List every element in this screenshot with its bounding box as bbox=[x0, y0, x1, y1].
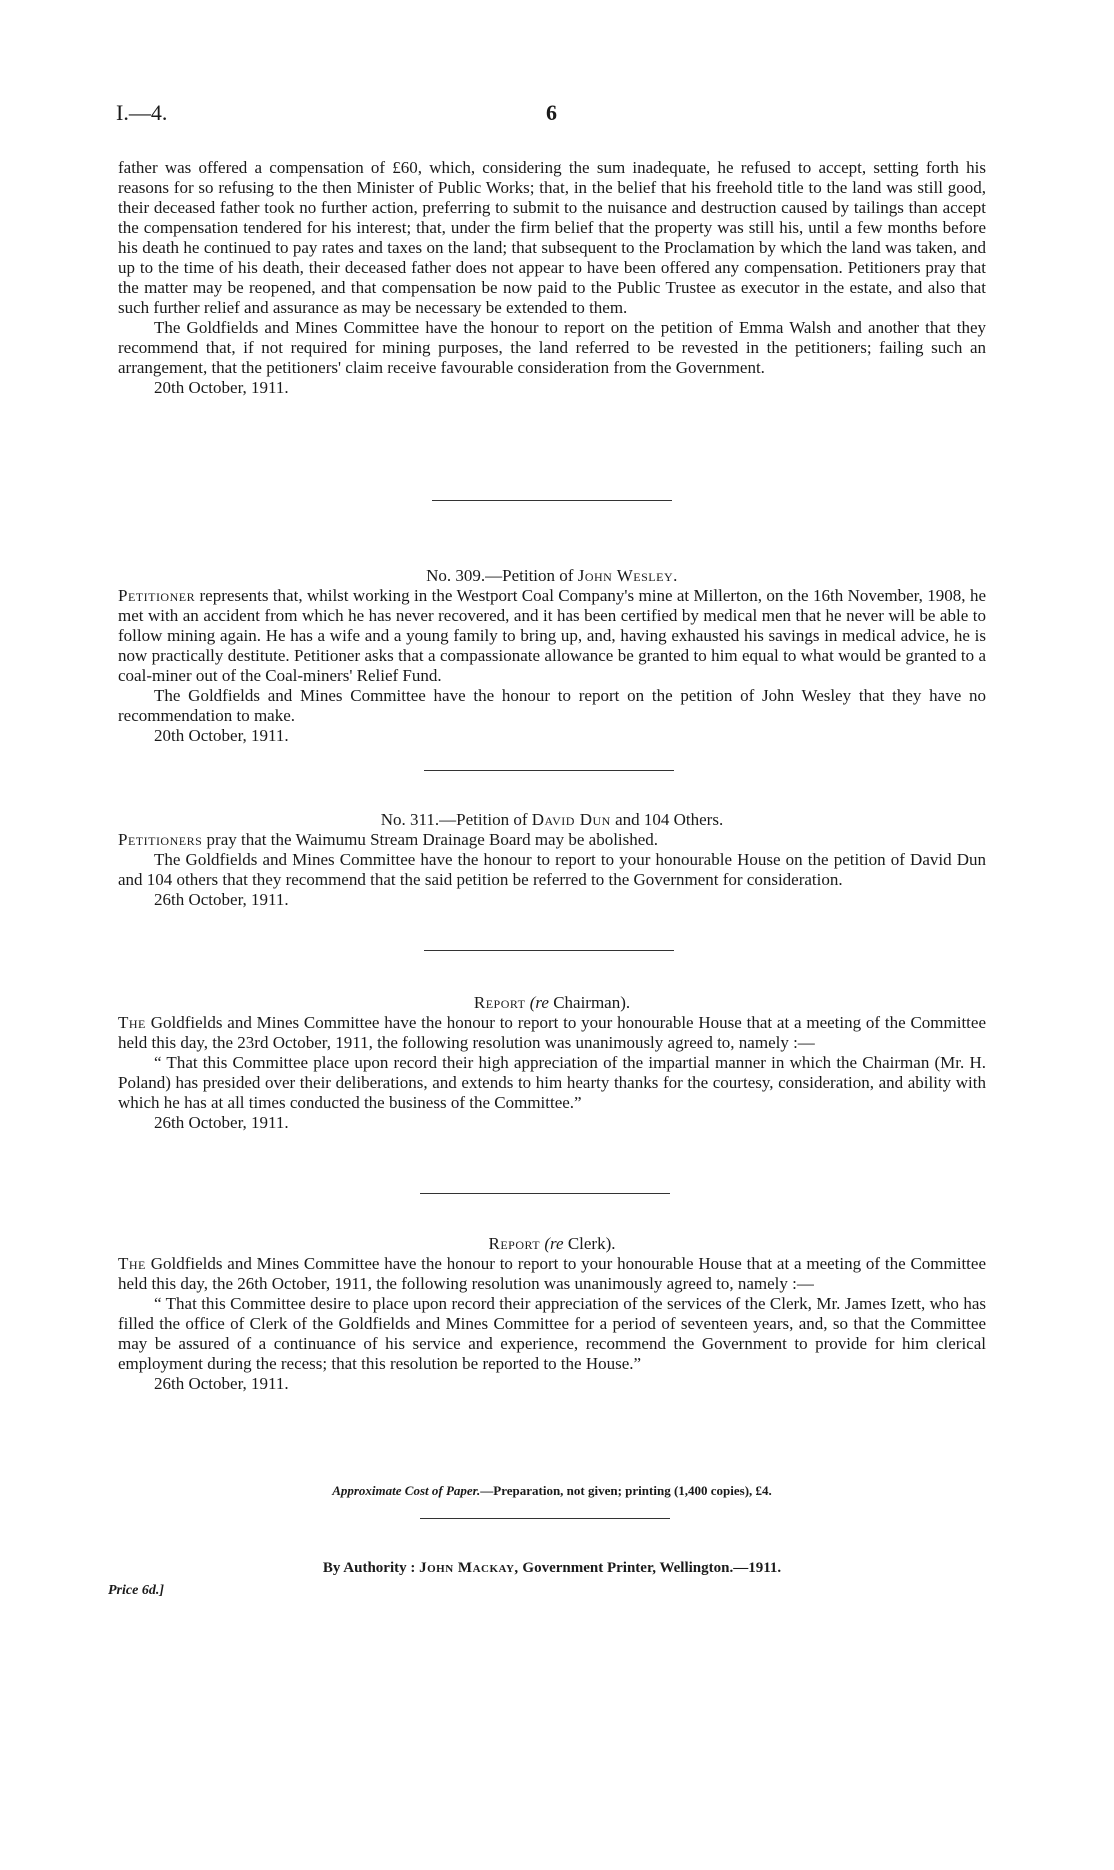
page-number: 6 bbox=[546, 100, 557, 125]
lead-word: The bbox=[118, 1013, 146, 1032]
heading-suffix: and 104 Others. bbox=[615, 810, 724, 829]
heading-word: Report bbox=[473, 993, 526, 1012]
petitioner-name: John Wesley. bbox=[577, 566, 678, 585]
printing-cost-note bbox=[118, 1483, 986, 1499]
report-paragraph bbox=[118, 1254, 986, 1294]
section-divider bbox=[424, 950, 674, 951]
petition-text: pray that the Waimumu Stream Drainage Board may be abolished. bbox=[206, 830, 659, 849]
petition-heading bbox=[118, 810, 986, 830]
report-text: Goldfields and Mines Committee have the honour to report to your honourable House that at a meeting of the Committee held this day, the 23rd October, 1911, the following resolution was unanimously agreed to, namely :— bbox=[118, 1013, 986, 1052]
page-header bbox=[116, 100, 986, 128]
lead-word: Petitioner bbox=[118, 586, 196, 605]
report-paragraph bbox=[118, 1013, 986, 1053]
lead-word: The bbox=[118, 1254, 146, 1273]
report-date: 20th October, 1911. bbox=[154, 378, 289, 397]
report-chairman-section bbox=[118, 993, 986, 1133]
report-date: 26th October, 1911. bbox=[154, 1113, 289, 1132]
petitioner-name: David Dun bbox=[531, 810, 611, 829]
heading-re: (re bbox=[529, 993, 549, 1012]
section-divider bbox=[420, 1193, 670, 1194]
section-divider bbox=[432, 500, 672, 501]
report-date: 26th October, 1911. bbox=[154, 890, 289, 909]
committee-report-paragraph: The Goldfields and Mines Committee have the honour to report on the petition of John Wesley that they have no recommendation to make. bbox=[118, 686, 986, 725]
committee-report-paragraph: The Goldfields and Mines Committee have the honour to report on the petition of Emma Walsh and another that they recommend that, if not required for mining purposes, the land referred to be revested in the petitioners; failing such an arrangement, that the petitioners' claim receive favourable consideration from the Government. bbox=[118, 318, 986, 377]
printer-name: John Mackay, bbox=[419, 1560, 519, 1576]
petition-continuation-paragraph: father was offered a compensation of £60, which, considering the sum inadequate, he refused to accept, setting forth his reasons for so refusing to the then Minister of Public Works; that, in the belief that his freehold title to the land was still good, their deceased father took no further action, preferring to submit to the nuisance and destruction caused by tailings than accept the compensation tendered for his interest; that, under the firm belief that the property was still his, until a few months before his death he continued to pay rates and taxes on the land; that subsequent to the Proclamation by which the land was taken, and up to the time of his death, their deceased father does not appear to have been offered any compensation. Petitioners pray that the matter may be reopened, and that compensation be now paid to the Public Trustee as executor in the estate, and also that such further relief and assurance as may be necessary be extended to them. bbox=[118, 158, 986, 317]
cost-text: —Preparation, not given; printing (1,400 copies), £4. bbox=[480, 1483, 772, 1498]
report-heading bbox=[118, 1234, 986, 1254]
petition-311-section bbox=[118, 810, 986, 910]
report-heading bbox=[118, 993, 986, 1013]
committee-report-paragraph: The Goldfields and Mines Committee have the honour to report to your honourable House on the petition of David Dun and 104 others that they recommend that the said petition be referred to the Government for consideration. bbox=[118, 850, 986, 889]
authority-suffix: Government Printer, Wellington.—1911. bbox=[522, 1560, 782, 1576]
lead-word: Petitioners bbox=[118, 830, 203, 849]
report-date: 20th October, 1911. bbox=[154, 726, 289, 745]
printer-authority-line bbox=[118, 1560, 986, 1577]
heading-re: (re bbox=[544, 1234, 564, 1253]
heading-subject: Clerk). bbox=[567, 1234, 616, 1253]
heading-prefix: No. 311.—Petition of bbox=[380, 810, 528, 829]
price-note: Price 6d.] bbox=[108, 1583, 164, 1598]
document-reference: I.—4. bbox=[116, 100, 168, 125]
heading-subject: Chairman). bbox=[553, 993, 631, 1012]
report-text: Goldfields and Mines Committee have the honour to report to your honourable House that at a meeting of the Committee held this day, the 26th October, 1911, the following resolution was unanimously agreed to, namely :— bbox=[118, 1254, 986, 1293]
cost-label: Approximate Cost of Paper. bbox=[332, 1483, 481, 1498]
authority-prefix: By Authority : bbox=[322, 1560, 416, 1576]
petition-text: represents that, whilst working in the Westport Coal Company's mine at Millerton, on the 16th November, 1908, he met with an accident from which he has never recovered, and it has been certified by medical men that he never will be able to follow mining again. He has a wife and a young family to bring up, and, having exhausted his savings in medical advice, he is now practically destitute. Petitioner asks that a compassionate allowance be granted to him equal to what would be granted to a coal-miner out of the Coal-miners' Relief Fund. bbox=[118, 586, 987, 685]
heading-word: Report bbox=[488, 1234, 541, 1253]
section-divider bbox=[424, 770, 674, 771]
emma-walsh-petition-section bbox=[118, 158, 986, 398]
petition-heading bbox=[118, 566, 986, 586]
heading-prefix: No. 309.—Petition of bbox=[426, 566, 574, 585]
report-date: 26th October, 1911. bbox=[154, 1374, 289, 1393]
petition-309-section bbox=[118, 566, 986, 746]
footer-divider bbox=[420, 1518, 670, 1519]
petition-paragraph bbox=[118, 586, 986, 686]
resolution-quote: “ That this Committee desire to place upon record their appreciation of the services of the Clerk, Mr. James Izett, who has filled the office of Clerk of the Goldfields and Mines Committee for a period of seventeen years, and, so that the Committee may be assured of a continuance of his service and experience, recommend the Government to provide for him clerical employment during the recess; that this resolution be reported to the House.” bbox=[118, 1294, 986, 1373]
petition-paragraph bbox=[118, 830, 986, 850]
resolution-quote: “ That this Committee place upon record their high appreciation of the impartial manner in which the Chairman (Mr. H. Poland) has presided over their deliberations, and extends to him hearty thanks for the courtesy, consideration, and ability with which he has at all times conducted the business of the Committee.” bbox=[118, 1053, 986, 1112]
report-clerk-section bbox=[118, 1234, 986, 1394]
